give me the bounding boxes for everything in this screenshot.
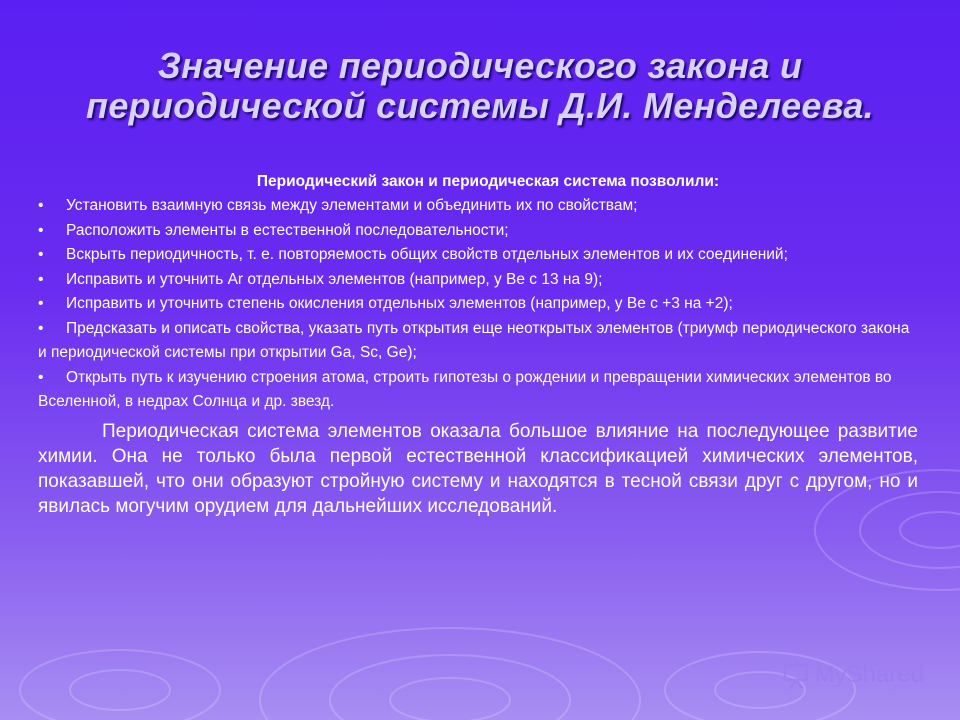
list-item bbox=[38, 292, 918, 317]
list-item-text: Исправить и уточнить степень окисления отдельных элементов (например, у Ве с +3 на +2); bbox=[66, 295, 733, 312]
bullet-list bbox=[38, 194, 918, 415]
list-item-text: Вскрыть периодичность, т. е. повторяемость общих свойств отдельных элементов и их соединений; bbox=[66, 246, 788, 263]
bullet-marker: • bbox=[38, 221, 44, 239]
list-item bbox=[38, 268, 918, 293]
slide-title bbox=[0, 46, 960, 126]
list-item bbox=[38, 317, 918, 366]
bullet-marker: • bbox=[38, 295, 44, 312]
slide-content bbox=[38, 170, 918, 519]
bullet-marker: • bbox=[38, 197, 44, 214]
bullet-marker: • bbox=[38, 319, 44, 337]
presentation-board-icon bbox=[781, 660, 811, 690]
list-item-text: Исправить и уточнить Ar отдельных элементов (например, у Be с 13 на 9); bbox=[66, 270, 603, 288]
bullet-marker: • bbox=[38, 246, 44, 263]
list-item bbox=[38, 219, 918, 244]
watermark-text: MyShared bbox=[814, 661, 924, 688]
bullet-marker: • bbox=[38, 270, 44, 288]
intro-text: Периодический закон и периодическая система позволили: bbox=[256, 173, 720, 190]
watermark-logo bbox=[781, 660, 924, 690]
list-item-text: Открыть путь к изучению строения атома, строить гипотезы о рождении и превращении химических элементов во Вселенной, в недрах Солнца и др. звезд. bbox=[38, 368, 892, 410]
title-line-1: Значение периодического закона и bbox=[157, 45, 803, 86]
list-item bbox=[38, 243, 918, 268]
list-item-text: Расположить элементы в естественной последовательности; bbox=[66, 221, 509, 239]
list-item bbox=[38, 366, 918, 415]
list-item bbox=[38, 194, 918, 219]
title-line-2: периодической системы Д.И. Менделеева. bbox=[86, 85, 874, 126]
list-item-text: Предсказать и описать свойства, указать путь открытия еще неоткрытых элементов (триумф периодического закона и периодической системы при открытии Ga, Sc, Ge); bbox=[38, 319, 910, 361]
list-item-text: Установить взаимную связь между элементами и объединить их по свойствам; bbox=[66, 197, 638, 214]
bullet-marker: • bbox=[38, 368, 44, 386]
summary-paragraph: Периодическая система элементов оказала большое влияние на последующее развитие химии. Она не только была первой естественной классификацией химических элементов, показавшей, что они образуют стройную систему и находятся в тесной связи друг с другом, но и явилась могучим орудием для дальнейших исследований. bbox=[38, 420, 918, 517]
